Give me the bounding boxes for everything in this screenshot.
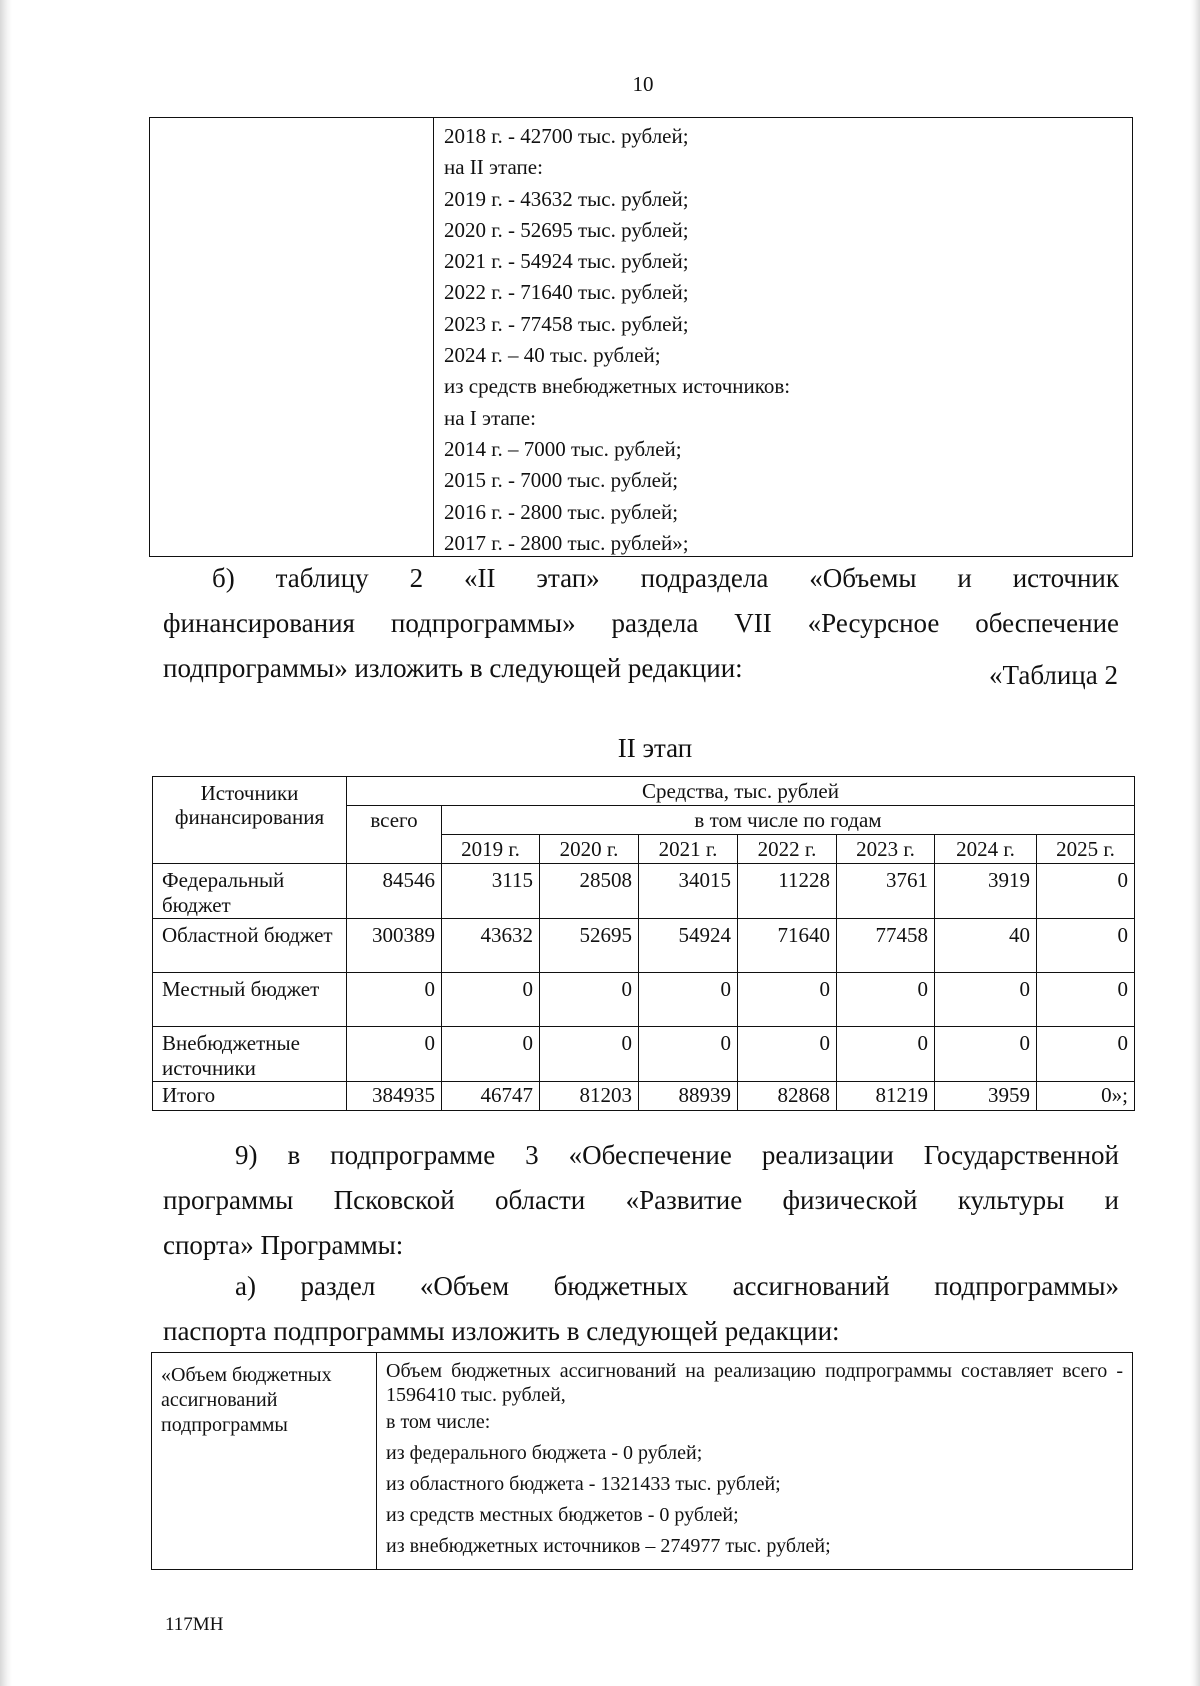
header-by-years: в том числе по годам (442, 806, 1135, 835)
row-value: 0 (540, 973, 639, 1027)
passport-line: из средств местных бюджетов - 0 рублей; (386, 1504, 739, 1526)
passport-line: из областного бюджета - 1321433 тыс. рублей; (386, 1473, 781, 1495)
paragraph-b-line: подпрограммы» изложить в следующей редакции: (163, 653, 743, 683)
continuation-line: из средств внебюджетных источников: (444, 374, 791, 399)
scan-edge-right (1190, 0, 1200, 1686)
row-value: 0 (1037, 1027, 1135, 1082)
header-year: 2022 г. (738, 835, 837, 864)
row-value: 0 (738, 1027, 837, 1082)
passport-line: в том числе: (386, 1411, 491, 1433)
row-value: 43632 (442, 919, 540, 973)
header-year: 2023 г. (837, 835, 935, 864)
total-value: 46747 (442, 1082, 540, 1111)
row-value: 0 (837, 1027, 935, 1082)
row-value: 3919 (935, 864, 1037, 919)
row-total: 300389 (347, 919, 442, 973)
header-row (153, 777, 1135, 806)
page-number: 10 (632, 72, 654, 96)
header-funds: Средства, тыс. рублей (347, 777, 1135, 806)
row-value: 0 (639, 973, 738, 1027)
continuation-line: на I этапе: (444, 405, 536, 430)
row-value: 0 (639, 1027, 738, 1082)
row-value: 28508 (540, 864, 639, 919)
row-total: 0 (347, 973, 442, 1027)
paragraph-9-line: спорта» Программы: (163, 1230, 404, 1260)
row-value: 40 (935, 919, 1037, 973)
table-row (153, 919, 1135, 973)
continuation-line: 2022 г. - 71640 тыс. рублей; (444, 280, 689, 305)
row-value: 0 (738, 973, 837, 1027)
continuation-line: 2014 г. – 7000 тыс. рублей; (444, 436, 682, 461)
footer-code: 117МН (165, 1614, 224, 1635)
row-value: 0 (442, 1027, 540, 1082)
row-value: 0 (837, 973, 935, 1027)
paragraph-b (163, 556, 1119, 691)
passport-line: из федерального бюджета - 0 рублей; (386, 1442, 703, 1464)
continuation-line: 2016 г. - 2800 тыс. рублей; (444, 499, 679, 524)
paragraph-9-line: программы Псковской области «Развитие физической культуры и (163, 1185, 1119, 1215)
paragraph-b-line: б) таблицу 2 «II этап» подраздела «Объемы и источник (212, 563, 1119, 593)
total-value: 82868 (738, 1082, 837, 1111)
financing-table (152, 776, 1135, 1111)
total-label: Итого (153, 1082, 347, 1111)
row-value: 11228 (738, 864, 837, 919)
row-value: 0 (935, 1027, 1037, 1082)
row-value: 0 (935, 973, 1037, 1027)
row-source: Областной бюджет (153, 919, 347, 973)
header-year: 2019 г. (442, 835, 540, 864)
total-row (153, 1082, 1135, 1111)
continuation-table (149, 117, 1133, 557)
paragraph-a-line: а) раздел «Объем бюджетных ассигнований подпрограммы» (235, 1271, 1119, 1301)
table-row (153, 1027, 1135, 1082)
continuation-line: 2020 г. - 52695 тыс. рублей; (444, 217, 689, 242)
header-sources: Источники финансирования (153, 777, 347, 864)
continuation-line: 2018 г. - 42700 тыс. рублей; (444, 124, 689, 148)
header-year: 2021 г. (639, 835, 738, 864)
continuation-line: 2017 г. - 2800 тыс. рублей»; (444, 530, 689, 555)
paragraph-9 (163, 1133, 1119, 1268)
table-caption: «Таблица 2 (989, 660, 1118, 690)
row-value: 0 (1037, 864, 1135, 919)
total-value: 81219 (837, 1082, 935, 1111)
row-value: 0 (540, 1027, 639, 1082)
total-value: 0»; (1037, 1082, 1135, 1111)
scan-edge-left (0, 0, 12, 1686)
continuation-line: на II этапе: (444, 155, 543, 180)
continuation-line: 2019 г. - 43632 тыс. рублей; (444, 186, 689, 211)
row-source: Внебюджетные источники (153, 1027, 347, 1082)
table-row (153, 973, 1135, 1027)
row-source: Федеральный бюджет (153, 864, 347, 919)
row-total: 84546 (347, 864, 442, 919)
passport-table (151, 1352, 1133, 1570)
total-value: 88939 (639, 1082, 738, 1111)
row-value: 52695 (540, 919, 639, 973)
total-value: 3959 (935, 1082, 1037, 1111)
total-value: 81203 (540, 1082, 639, 1111)
row-value: 3761 (837, 864, 935, 919)
header-total: всего (347, 806, 442, 864)
stage-title: II этап (617, 733, 693, 763)
passport-line: из внебюджетных источников – 274977 тыс. рублей; (386, 1535, 831, 1557)
continuation-line: 2015 г. - 7000 тыс. рублей; (444, 468, 679, 493)
continuation-content-cell (434, 118, 1132, 556)
row-total: 0 (347, 1027, 442, 1082)
paragraph-a-line: паспорта подпрограммы изложить в следующей редакции: (163, 1316, 840, 1346)
row-source: Местный бюджет (153, 973, 347, 1027)
row-value: 54924 (639, 919, 738, 973)
header-year: 2025 г. (1037, 835, 1135, 864)
header-year: 2024 г. (935, 835, 1037, 864)
row-value: 0 (442, 973, 540, 1027)
row-value: 34015 (639, 864, 738, 919)
row-value: 77458 (837, 919, 935, 973)
row-value: 0 (1037, 919, 1135, 973)
row-value: 3115 (442, 864, 540, 919)
passport-value-first: Объем бюджетных ассигнований на реализацию подпрограммы составляет всего - 1596410 тыс. рублей, (386, 1360, 1123, 1406)
paragraph-9-line: 9) в подпрограмме 3 «Обеспечение реализации Государственной (235, 1140, 1119, 1170)
total-all: 384935 (347, 1082, 442, 1111)
continuation-empty-cell (150, 118, 434, 556)
row-value: 71640 (738, 919, 837, 973)
paragraph-b-line: финансирования подпрограммы» раздела VII «Ресурсное обеспечение (163, 608, 1119, 638)
continuation-line: 2023 г. - 77458 тыс. рублей; (444, 311, 689, 336)
continuation-line: 2024 г. – 40 тыс. рублей; (444, 343, 661, 368)
paragraph-a (163, 1264, 1119, 1354)
passport-value-cell (377, 1353, 1132, 1569)
passport-label: «Объем бюджетных ассигнований подпрограммы (152, 1353, 377, 1569)
header-year: 2020 г. (540, 835, 639, 864)
table-row (153, 864, 1135, 919)
row-value: 0 (1037, 973, 1135, 1027)
continuation-line: 2021 г. - 54924 тыс. рублей; (444, 249, 689, 274)
